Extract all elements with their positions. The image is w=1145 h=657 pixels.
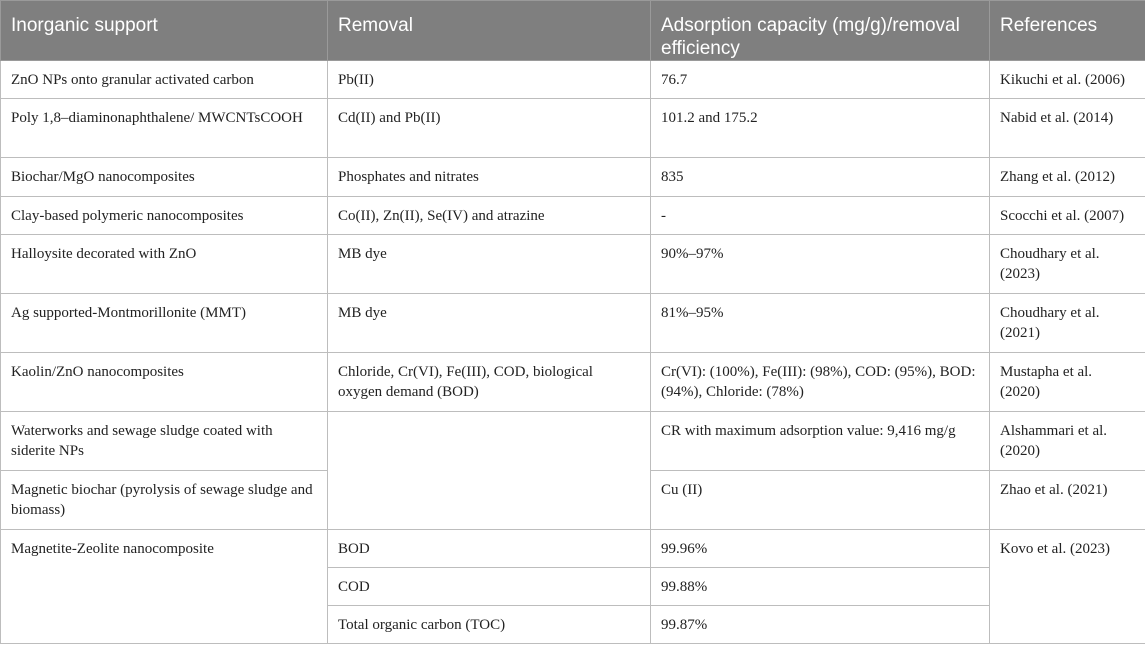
cell-reference: Mustapha et al. (2020) [990, 353, 1145, 412]
cell-removal: COD [328, 568, 651, 606]
table-row [1, 99, 1145, 158]
table-row [1, 353, 1145, 412]
cell-reference-merged: Kovo et al. (2023) [990, 530, 1145, 644]
cell-removal: BOD [328, 530, 651, 568]
cell-capacity: 835 [651, 158, 990, 197]
cell-support: Ag supported-Montmorillonite (MMT) [1, 294, 328, 353]
cell-reference: Choudhary et al. (2021) [990, 294, 1145, 353]
header-references: References [990, 1, 1145, 61]
cell-reference: Scocchi et al. (2007) [990, 197, 1145, 235]
header-inorganic-support: Inorganic support [1, 1, 328, 61]
cell-support: Biochar/MgO nanocomposites [1, 158, 328, 197]
cell-removal: Co(II), Zn(II), Se(IV) and atrazine [328, 197, 651, 235]
cell-capacity: Cu (II) [651, 471, 990, 530]
cell-removal-merged [328, 412, 651, 530]
cell-removal: Phosphates and nitrates [328, 158, 651, 197]
cell-capacity: Cr(VI): (100%), Fe(III): (98%), COD: (95%), BOD: (94%), Chloride: (78%) [651, 353, 990, 412]
cell-reference: Zhao et al. (2021) [990, 471, 1145, 530]
cell-support-merged: Magnetite-Zeolite nanocomposite [1, 530, 328, 644]
cell-support: Kaolin/ZnO nanocomposites [1, 353, 328, 412]
cell-capacity: 101.2 and 175.2 [651, 99, 990, 158]
cell-support: Magnetic biochar (pyrolysis of sewage sludge and biomass) [1, 471, 328, 530]
cell-capacity: 99.88% [651, 568, 990, 606]
cell-removal: MB dye [328, 235, 651, 294]
table-row [1, 294, 1145, 353]
cell-capacity: 90%–97% [651, 235, 990, 294]
table-row [1, 235, 1145, 294]
cell-capacity: 99.87% [651, 606, 990, 644]
cell-reference: Zhang et al. (2012) [990, 158, 1145, 197]
cell-reference: Kikuchi et al. (2006) [990, 61, 1145, 99]
cell-capacity: 81%–95% [651, 294, 990, 353]
cell-removal: Total organic carbon (TOC) [328, 606, 651, 644]
table-row [1, 158, 1145, 197]
table-row [1, 412, 1145, 471]
cell-support: ZnO NPs onto granular activated carbon [1, 61, 328, 99]
cell-removal: Pb(II) [328, 61, 651, 99]
cell-capacity: 99.96% [651, 530, 990, 568]
cell-support: Clay-based polymeric nanocomposites [1, 197, 328, 235]
cell-capacity: 76.7 [651, 61, 990, 99]
cell-reference: Alshammari et al. (2020) [990, 412, 1145, 471]
table-row [1, 197, 1145, 235]
header-removal: Removal [328, 1, 651, 61]
table-row [1, 61, 1145, 99]
cell-removal: Cd(II) and Pb(II) [328, 99, 651, 158]
cell-removal: Chloride, Cr(VI), Fe(III), COD, biological oxygen demand (BOD) [328, 353, 651, 412]
cell-support: Waterworks and sewage sludge coated with siderite NPs [1, 412, 328, 471]
cell-capacity: - [651, 197, 990, 235]
cell-support: Poly 1,8–diaminonaphthalene/ MWCNTsCOOH [1, 99, 328, 158]
table-row [1, 530, 1145, 568]
cell-capacity: CR with maximum adsorption value: 9,416 mg/g [651, 412, 990, 471]
table-header-row [1, 1, 1145, 61]
cell-support: Halloysite decorated with ZnO [1, 235, 328, 294]
cell-reference: Choudhary et al. (2023) [990, 235, 1145, 294]
cell-removal: MB dye [328, 294, 651, 353]
cell-reference: Nabid et al. (2014) [990, 99, 1145, 158]
header-adsorption-capacity: Adsorption capacity (mg/g)/removal efficiency [651, 1, 990, 61]
